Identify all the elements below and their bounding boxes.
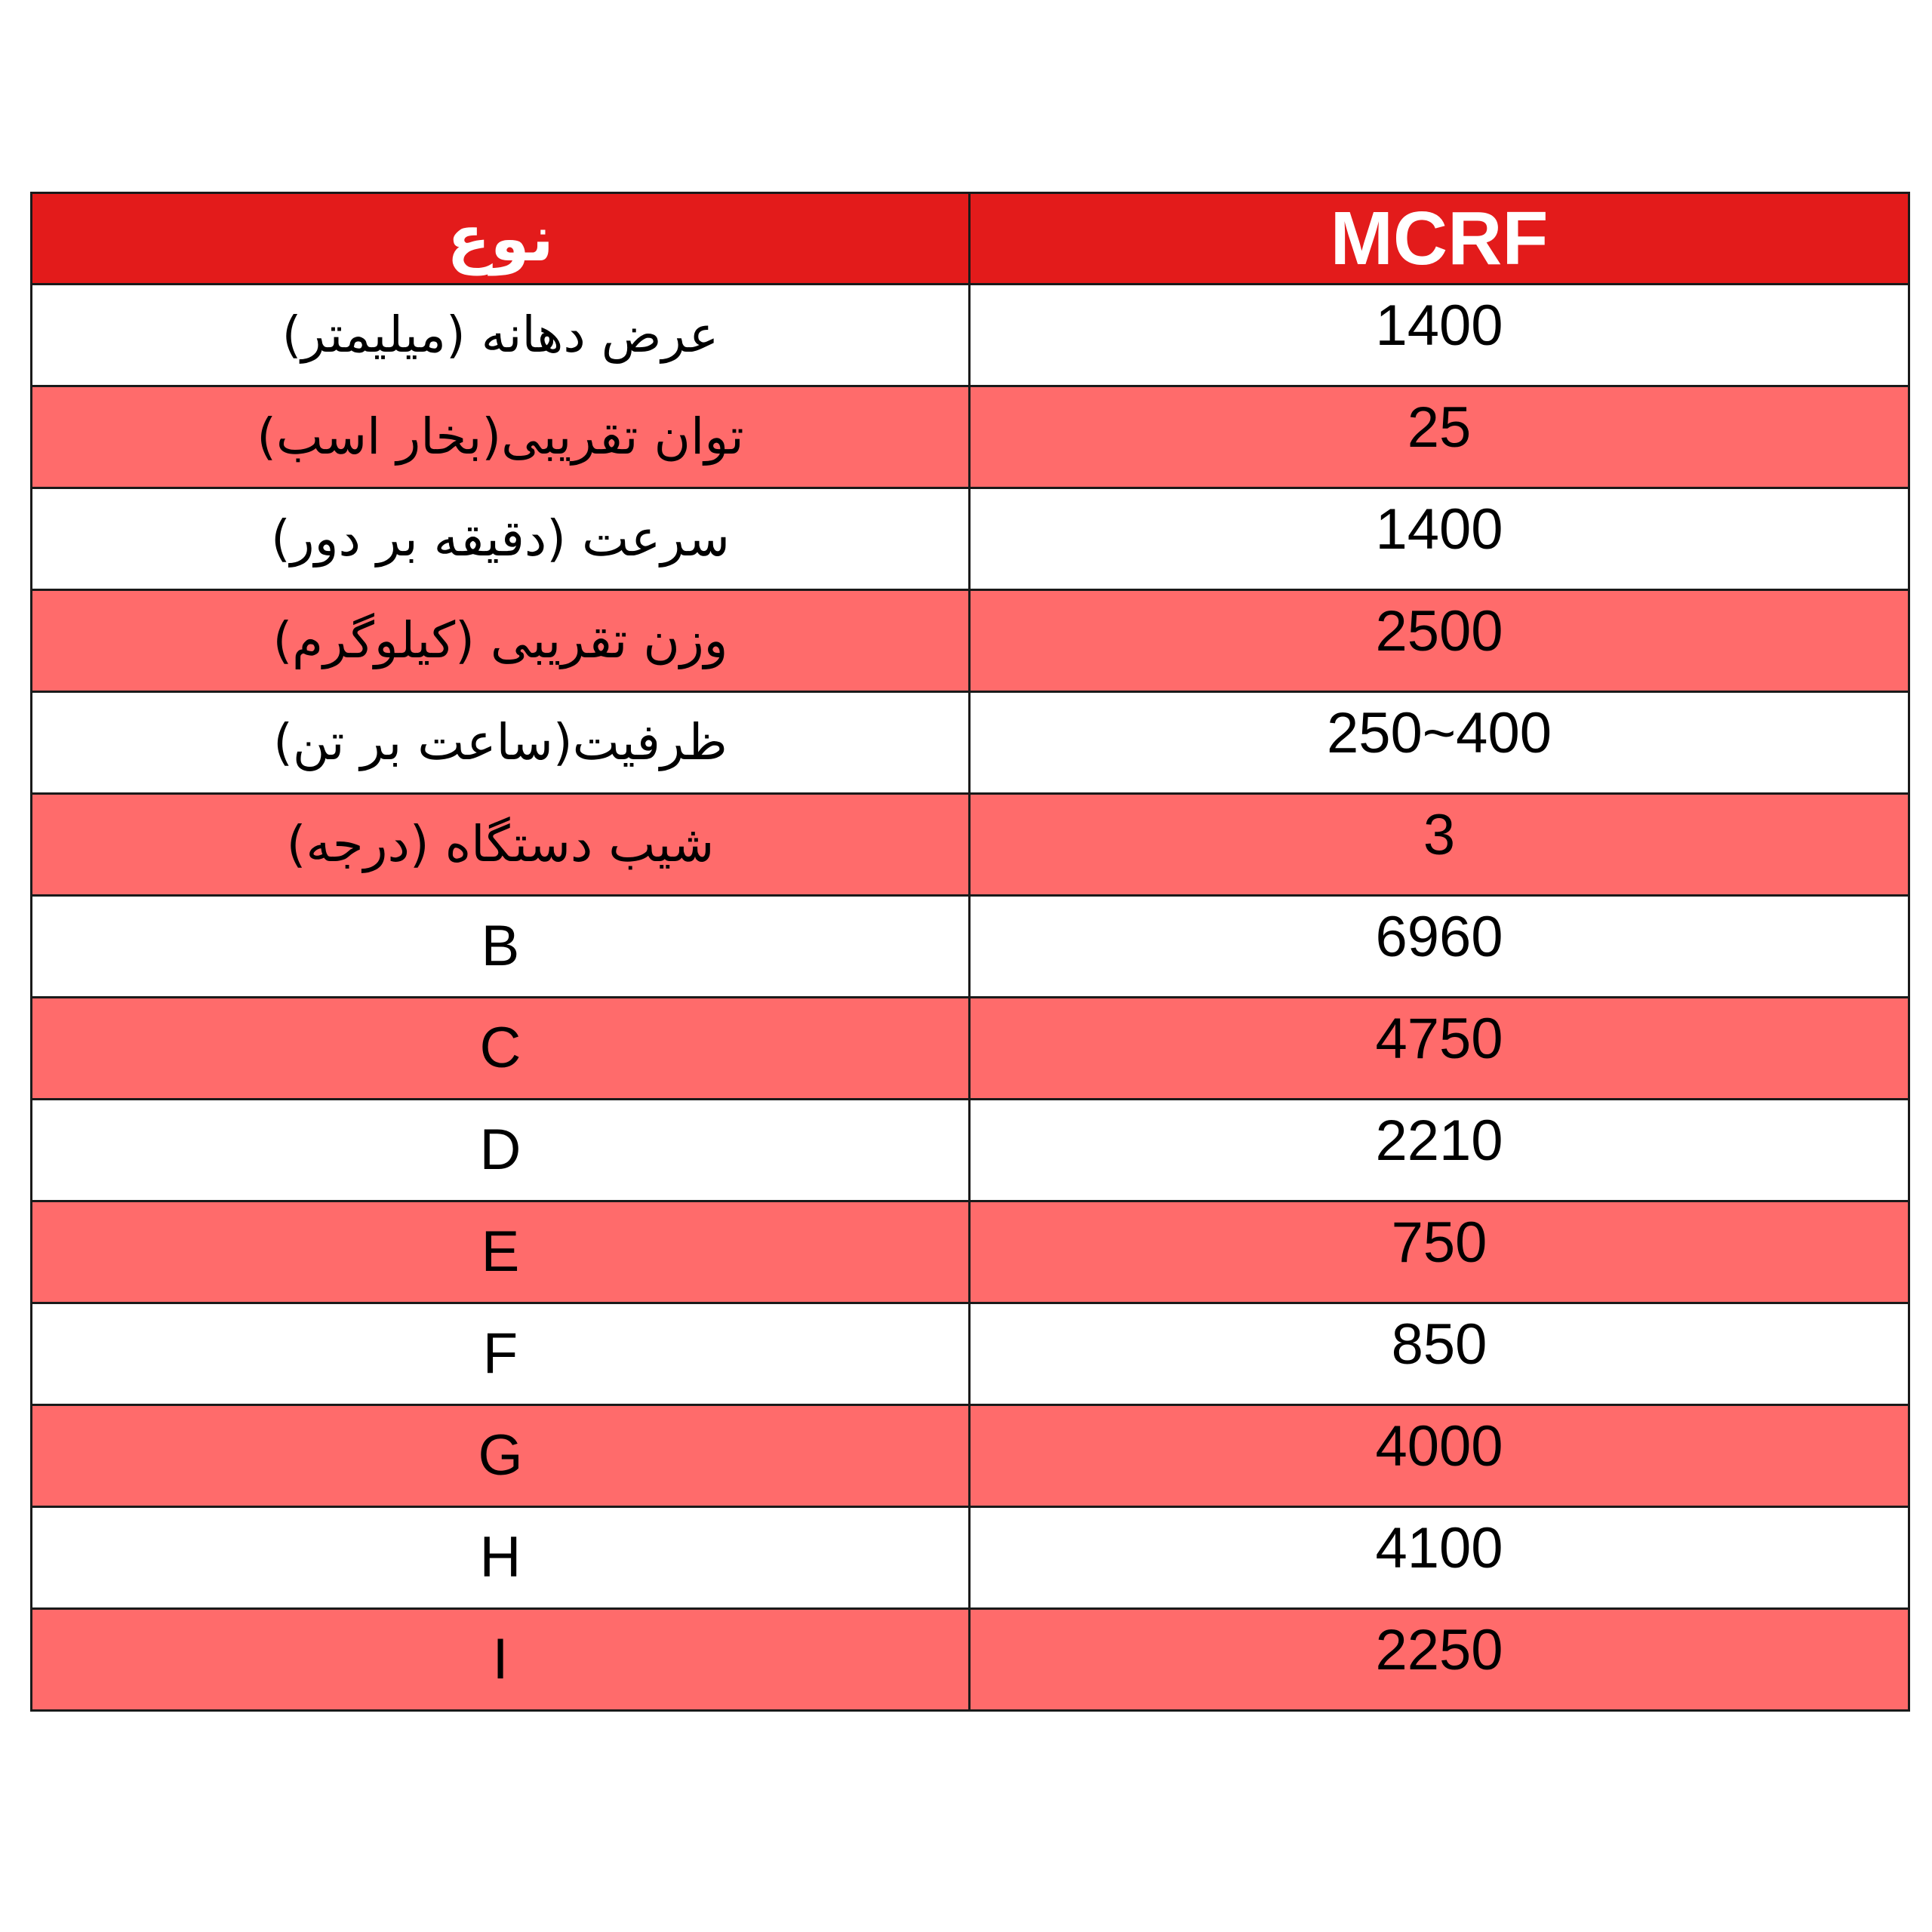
row-label: I — [32, 1609, 970, 1711]
table-row — [32, 692, 1909, 794]
row-value: 2500 — [970, 590, 1909, 692]
table-row — [32, 998, 1909, 1100]
row-label: عرض دهانه (میلیمتر) — [32, 285, 970, 386]
table-header-row — [32, 193, 1909, 285]
row-value: 2210 — [970, 1100, 1909, 1201]
row-value: 250~400 — [970, 692, 1909, 794]
table-row — [32, 1100, 1909, 1201]
table-row — [32, 1609, 1909, 1711]
table-row — [32, 1303, 1909, 1405]
row-value: 6960 — [970, 896, 1909, 998]
row-label: E — [32, 1201, 970, 1303]
row-value: 850 — [970, 1303, 1909, 1405]
table-row — [32, 896, 1909, 998]
table-row — [32, 590, 1909, 692]
row-label: B — [32, 896, 970, 998]
row-label: G — [32, 1405, 970, 1507]
table-row — [32, 1201, 1909, 1303]
table-row — [32, 1405, 1909, 1507]
table-row — [32, 488, 1909, 590]
row-label: H — [32, 1507, 970, 1609]
table-row — [32, 1507, 1909, 1609]
row-label: ظرفیت(ساعت بر تن) — [32, 692, 970, 794]
table-row — [32, 285, 1909, 386]
row-value: 25 — [970, 386, 1909, 488]
spec-table — [30, 192, 1910, 1712]
row-value: 1400 — [970, 285, 1909, 386]
table-row — [32, 794, 1909, 896]
row-label: شیب دستگاه (درجه) — [32, 794, 970, 896]
row-value: 4000 — [970, 1405, 1909, 1507]
row-value: 1400 — [970, 488, 1909, 590]
row-label: سرعت (دقیقه بر دور) — [32, 488, 970, 590]
row-label: وزن تقریبی (کیلوگرم) — [32, 590, 970, 692]
row-label: توان تقریبی(بخار اسب) — [32, 386, 970, 488]
row-value: 750 — [970, 1201, 1909, 1303]
row-label: C — [32, 998, 970, 1100]
header-model-name: MCRF — [970, 193, 1909, 285]
row-value: 4750 — [970, 998, 1909, 1100]
row-value: 2250 — [970, 1609, 1909, 1711]
header-type-label: نوع — [32, 193, 970, 285]
table-row — [32, 386, 1909, 488]
row-label: D — [32, 1100, 970, 1201]
row-label: F — [32, 1303, 970, 1405]
row-value: 3 — [970, 794, 1909, 896]
row-value: 4100 — [970, 1507, 1909, 1609]
